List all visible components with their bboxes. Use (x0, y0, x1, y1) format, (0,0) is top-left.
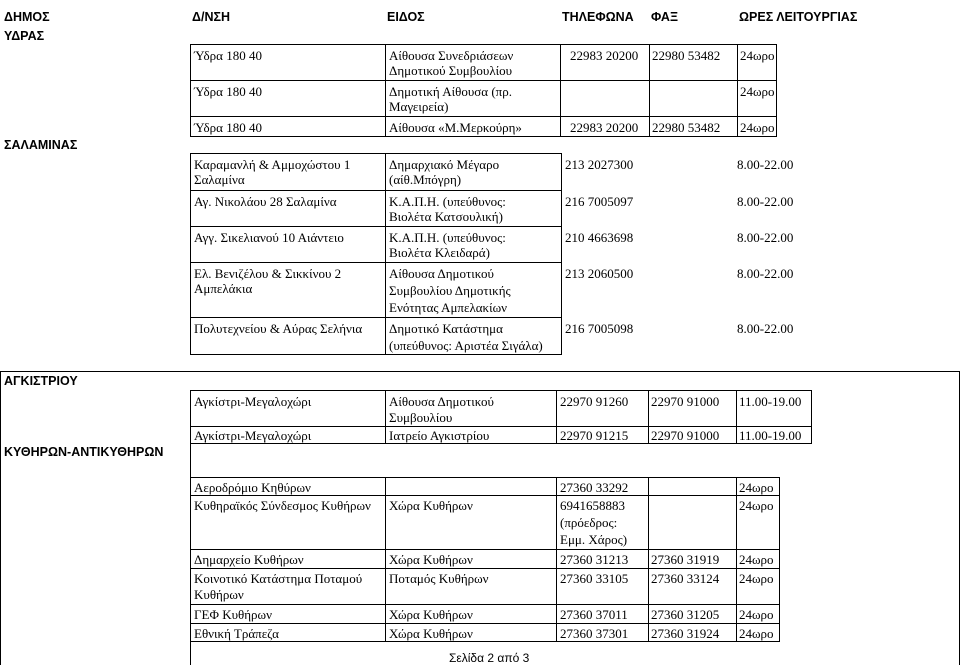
table-cell: 213 2060500 (565, 266, 634, 281)
table-cell: 22983 20200 (570, 120, 639, 135)
table-cell: Βιολέτα Κατσουλική) (389, 209, 503, 224)
table-cell: 27360 31924 (651, 626, 720, 641)
table-cell: 27360 31213 (560, 552, 629, 567)
table-cell: Αγ. Νικολάου 28 Σαλαμίνα (194, 194, 337, 209)
table-cell: 11.00-19.00 (739, 394, 802, 409)
table-cell: 24ωρο (739, 626, 774, 641)
table-cell: ΓΕΦ Κυθήρων (194, 607, 272, 622)
table-cell: Κυθήρων (194, 587, 244, 602)
table-cell: Κυθηραϊκός Σύνδεσμος Κυθήρων (194, 498, 371, 513)
table-cell: Δημαρχιακό Μέγαρο (389, 157, 500, 172)
table-cell: 27360 33292 (560, 480, 629, 495)
table-cell: 27360 31919 (651, 552, 720, 567)
table-cell: (υπεύθυνος: Αριστέα Σιγάλα) (389, 338, 543, 353)
table-cell: (αίθ.Μπόγρη) (389, 172, 462, 187)
table-cell: Αγκίστρι-Μεγαλοχώρι (194, 428, 312, 443)
table-cell: 6941658883 (560, 498, 625, 513)
table-cell: Ποταμός Κυθήρων (389, 571, 489, 586)
table-cell: Χώρα Κυθήρων (389, 626, 473, 641)
table-cell: 24ωρο (739, 571, 774, 586)
table-cell: 24ωρο (740, 48, 775, 63)
table-cell: Χώρα Κυθήρων (389, 498, 473, 513)
table-cell: 22980 53482 (652, 120, 721, 135)
table-cell: Αμπελάκια (194, 281, 253, 296)
table-cell: Συμβουλίου (389, 410, 453, 425)
table-cell: Δημοτικού Συμβουλίου (389, 63, 513, 78)
table-cell: 210 4663698 (565, 230, 634, 245)
table-cell: Αγγ. Σικελιανού 10 Αιάντειο (194, 230, 344, 245)
table-cell: Καραμανλή & Αμμοχώστου 1 (194, 157, 351, 172)
table-cell: Δημαρχείο Κυθήρων (194, 552, 304, 567)
table-cell: Εθνική Τράπεζα (194, 626, 279, 641)
table-cell: Σαλαμίνα (194, 172, 245, 187)
table-cell: Πολυτεχνείου & Αύρας Σελήνια (194, 321, 363, 336)
table-cell: Ύδρα 180 40 (194, 120, 262, 135)
table-cell: 24ωρο (740, 120, 775, 135)
header-fax: ΦΑΞ (651, 10, 678, 24)
table-cell: Κοινοτικό Κατάστημα Ποταμού (194, 571, 363, 586)
table-cell: 27360 31205 (651, 607, 720, 622)
table-cell: 27360 33124 (651, 571, 720, 586)
page-number: Σελίδα 2 από 3 (449, 651, 530, 665)
municipality-kythiron: ΚΥΘΗΡΩΝ-ΑΝΤΙΚΥΘΗΡΩΝ (4, 445, 164, 459)
header-dimos: ΔΗΜΟΣ (4, 10, 50, 24)
table-cell: 27360 33105 (560, 571, 629, 586)
table-cell: 24ωρο (739, 480, 774, 495)
table-cell: Κ.Α.Π.Η. (υπεύθυνος: (389, 230, 506, 245)
table-cell: Ύδρα 180 40 (194, 84, 262, 99)
table-cell: Ενότητας Αμπελακίων (389, 300, 508, 315)
table-cell: Συμβουλίου Δημοτικής (389, 283, 511, 298)
table-cell: Αγκίστρι-Μεγαλοχώρι (194, 394, 312, 409)
municipality-salaminas: ΣΑΛΑΜΙΝΑΣ (4, 138, 78, 152)
table-cell: 22970 91000 (651, 428, 720, 443)
table-cell: Εμμ. Χάρος) (560, 532, 628, 547)
table-cell: Ελ. Βενιζέλου & Σικκίνου 2 (194, 266, 342, 281)
table-cell: 11.00-19.00 (739, 428, 802, 443)
municipality-ydras: ΥΔΡΑΣ (4, 29, 45, 43)
table-cell: Μαγειρεία) (389, 99, 449, 114)
table-cell: 24ωρο (739, 498, 774, 513)
table-cell: 213 2027300 (565, 157, 634, 172)
header-ores: ΩΡΕΣ ΛΕΙΤΟΥΡΓΙΑΣ (739, 10, 858, 24)
table-cell: Δημοτικό Κατάστημα (389, 321, 503, 336)
table-cell: 24ωρο (739, 552, 774, 567)
table-cell: Ύδρα 180 40 (194, 48, 262, 63)
table-cell: 8.00-22.00 (737, 266, 794, 281)
table-cell: 22970 91215 (560, 428, 629, 443)
table-cell: Ιατρείο Αγκιστρίου (389, 428, 490, 443)
municipality-agkistriou: ΑΓΚΙΣΤΡΙΟΥ (4, 374, 78, 388)
table-cell: 8.00-22.00 (737, 194, 794, 209)
table-cell: 8.00-22.00 (737, 230, 794, 245)
table-cell: 22983 20200 (570, 48, 639, 63)
table-cell: Χώρα Κυθήρων (389, 607, 473, 622)
table-cell: 27360 37011 (560, 607, 628, 622)
table-cell: Βιολέτα Κλειδαρά) (389, 245, 490, 260)
table-cell: 8.00-22.00 (737, 321, 794, 336)
table-cell: 24ωρο (739, 607, 774, 622)
table-cell: Αεροδρόμιο Κηθύρων (194, 480, 311, 495)
table-cell: Αίθουσα Δημοτικού (389, 394, 494, 409)
table-cell: 24ωρο (740, 84, 775, 99)
table-cell: Δημοτική Αίθουσα (πρ. (389, 84, 512, 99)
table-cell: 216 7005098 (565, 321, 634, 336)
table-cell: 22970 91260 (560, 394, 629, 409)
header-tilefona: ΤΗΛΕΦΩΝΑ (562, 10, 634, 24)
header-dnsi: Δ/ΝΣΗ (192, 10, 231, 24)
table-cell: 27360 37301 (560, 626, 629, 641)
table-cell: Κ.Α.Π.Η. (υπεύθυνος: (389, 194, 506, 209)
table-cell: Χώρα Κυθήρων (389, 552, 473, 567)
table-cell: Αίθουσα «Μ.Μερκούρη» (389, 120, 522, 135)
table-cell: 216 7005097 (565, 194, 634, 209)
table-cell: Αίθουσα Συνεδριάσεων (389, 48, 514, 63)
table-cell: (πρόεδρος: (560, 515, 618, 530)
table-cell: 22970 91000 (651, 394, 720, 409)
header-eidos: ΕΙΔΟΣ (387, 10, 425, 24)
table-cell: 8.00-22.00 (737, 157, 794, 172)
table-cell: 22980 53482 (652, 48, 721, 63)
table-cell: Αίθουσα Δημοτικού (389, 266, 494, 281)
